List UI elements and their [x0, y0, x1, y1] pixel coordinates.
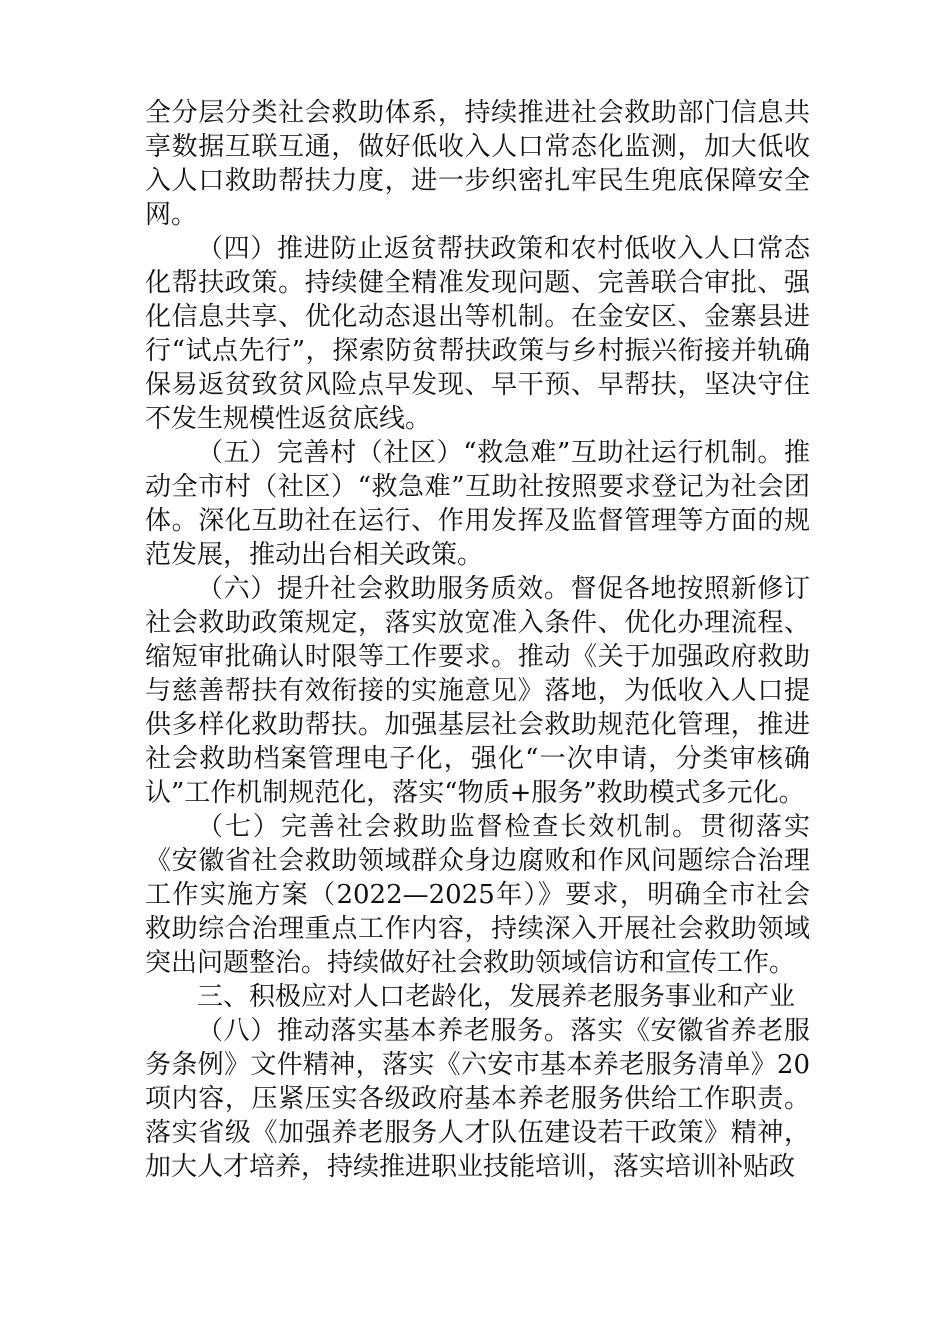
paragraph-section-7-supervision: （七）完善社会救助监督检查长效机制。贯彻落实《安徽省社会救助领域群众身边腐败和作风问题综合治理工作实施方案（2022—2025年）》要求，明确全市社会救助综合治理重点工作内容，持续深入开展社会救助领域突出问题整治。持续做好社会救助领域信访和宣传工作。: [145, 812, 810, 978]
paragraph-section-6-service-quality: （六）提升社会救助服务质效。督促各地按照新修订社会救助政策规定，落实放宽准入条件、优化办理流程、缩短审批确认时限等工作要求。推动《关于加强政府救助与慈善帮扶有效衔接的实施意见》落地，为低收入人口提供多样化救助帮扶。加强基层社会救助规范化管理，推进社会救助档案管理电子化，强化“一次申请，分类审核确认”工作机制规范化，落实“物质+服务”救助模式多元化。: [145, 574, 810, 808]
section-heading-aging: 三、积极应对人口老龄化，发展养老服务事业和产业: [197, 982, 796, 1012]
document-body: [145, 96, 810, 1184]
paragraph-section-4-poverty-prevention: （四）推进防止返贫帮扶政策和农村低收入人口常态化帮扶政策。持续健全精准发现问题、完善联合审批、强化信息共享、优化动态退出等机制。在金安区、金寨县进行“试点先行”，探索防贫帮扶政策与乡村振兴衔接并轨确保易返贫致贫风险点早发现、早干预、早帮扶，坚决守住不发生规模性返贫底线。: [145, 234, 810, 434]
paragraph-section-8-elderly-care: （八）推动落实基本养老服务。落实《安徽省养老服务条例》文件精神，落实《六安市基本养老服务清单》20项内容，压紧压实各级政府基本养老服务供给工作职责。落实省级《加强养老服务人才队伍建设若干政策》精神，加大人才培养，持续推进职业技能培训，落实培训补贴政: [145, 1016, 810, 1182]
paragraph-social-assistance-system: 全分层分类社会救助体系，持续推进社会救助部门信息共享数据互联互通，做好低收入人口常态化监测，加大低收入人口救助帮扶力度，进一步织密扎牢民生兜底保障安全网。: [145, 98, 810, 230]
paragraph-section-5-mutual-aid: （五）完善村（社区）“救急难”互助社运行机制。推动全市村（社区）“救急难”互助社按照要求登记为社会团体。深化互助社在运行、作用发挥及监督管理等方面的规范发展，推动出台相关政策。: [145, 438, 810, 570]
